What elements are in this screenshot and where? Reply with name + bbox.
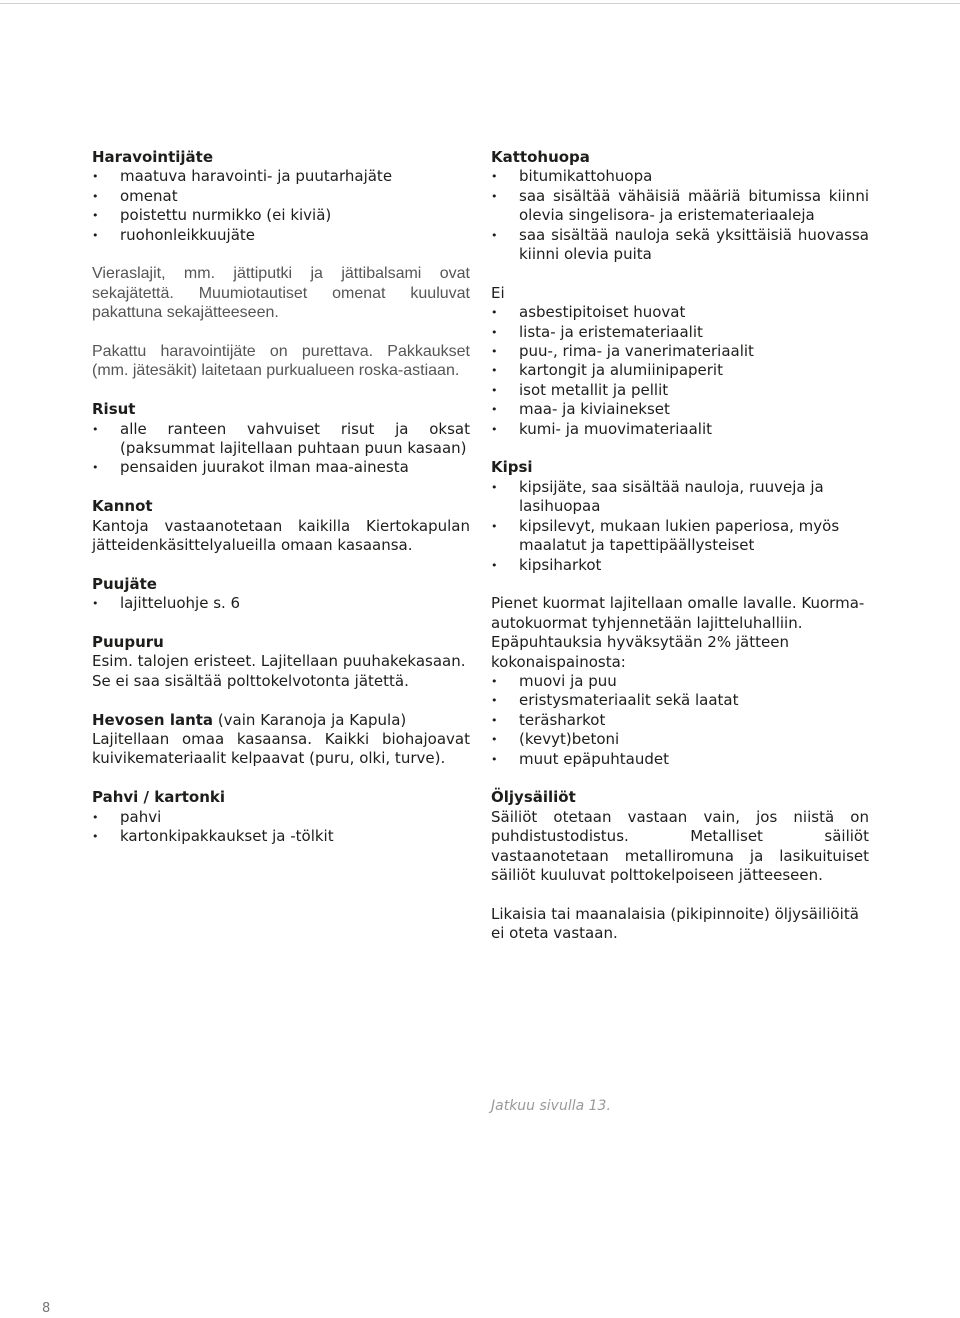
paragraph-pakattu: Pakattu haravointijäte on purettava. Pakkaukset (mm. jätesäkit) laitetaan purkualueen roska-astiaan. xyxy=(92,343,470,380)
list-puujate xyxy=(92,594,470,613)
list-item: • maa- ja kiviainekset xyxy=(491,400,869,419)
heading-puujate: Puujäte xyxy=(92,574,157,593)
paragraph-vieraslajit: Vieraslajit, mm. jättiputki ja jättibalsami ovat sekajätettä. Muumiotautiset omenat kuuluvat pakattuna sekajätteeseen. xyxy=(92,265,470,322)
paragraph-pienet-kuormat: Pienet kuormat lajitellaan omalle lavalle. Kuorma-autokuormat tyhjennetään lajitteluhalliin. Epäpuhtauksia hyväksytään 2% jätteen kokonaispainosta: xyxy=(491,594,865,671)
section-oljysailiot xyxy=(491,788,869,943)
left-column xyxy=(92,148,470,847)
paragraph-kannot: Kantoja vastaanotetaan kaikilla Kiertokapulan jätteidenkäsittelyalueilla omaan kasaansa. xyxy=(92,516,470,555)
heading-puupuru: Puupuru xyxy=(92,633,164,652)
heading-haravointijate: Haravointijäte xyxy=(92,148,214,166)
paragraph-likaiset-sailiot: Likaisia tai maanalaisia (pikipinnoite) öljysäiliöitä ei oteta vastaan. xyxy=(491,904,859,943)
puupuru-line-1: Esim. talojen eristeet. Lajitellaan puuhakekasaan. xyxy=(92,652,466,671)
list-haravointijate xyxy=(92,167,470,245)
section-pienet-kuormat xyxy=(491,594,869,769)
list-item: • bitumikattohuopa xyxy=(491,167,869,186)
section-puujate xyxy=(92,575,470,614)
heading-oljysailiot: Öljysäiliöt xyxy=(491,788,576,807)
list-item: • lajitteluohje s. 6 xyxy=(92,594,470,613)
section-pahvi xyxy=(92,788,470,846)
heading-kipsi: Kipsi xyxy=(491,458,533,477)
section-haravointijate xyxy=(92,148,470,245)
list-item: • kumi- ja muovimateriaalit xyxy=(491,420,869,439)
paragraph-oljysailiot: Säiliöt otetaan vastaan vain, jos niistä on puhdistustodistus. Metalliset säiliöt vastaanotetaan metalliromuna ja lasikuituiset säiliöt kuuluvat polttokelpoiseen jätteeseen. xyxy=(491,807,869,884)
heading-risut: Risut xyxy=(92,400,136,419)
section-ei xyxy=(491,284,869,439)
heading-kattohuopa: Kattohuopa xyxy=(491,148,590,166)
heading-hevosen-lanta: Hevosen lanta xyxy=(92,710,214,729)
list-item: • pahvi xyxy=(92,808,470,827)
list-item: • poistettu nurmikko (ei kiviä) xyxy=(92,206,470,225)
list-item: • pensaiden juurakot ilman maa-ainesta xyxy=(92,458,470,477)
list-item: • alle ranteen vahvuiset risut ja oksat (paksummat lajitellaan puhtaan puun kasaan) xyxy=(92,420,470,459)
label-ei: Ei xyxy=(491,283,505,302)
top-rule xyxy=(0,3,960,4)
list-item: • muovi ja puu xyxy=(491,672,869,691)
list-pahvi xyxy=(92,808,470,847)
section-puupuru xyxy=(92,633,470,691)
paragraph-hevosen-lanta: Lajitellaan omaa kasaansa. Kaikki biohajoavat kuivikemateriaalit kelpaavat (puru, olki, turve). xyxy=(92,730,470,768)
list-kattohuopa xyxy=(491,167,869,264)
list-ei xyxy=(491,303,869,439)
list-item: • eristysmateriaalit sekä laatat xyxy=(491,691,869,710)
list-item: • puu-, rima- ja vanerimateriaalit xyxy=(491,342,869,361)
section-risut xyxy=(92,400,470,478)
list-risut xyxy=(92,420,470,478)
list-item: • (kevyt)betoni xyxy=(491,730,869,749)
list-item: • teräsharkot xyxy=(491,711,869,730)
list-epapuhtaudet xyxy=(491,672,869,769)
list-item: • maatuva haravointi- ja puutarhajäte xyxy=(92,167,470,186)
list-kipsi xyxy=(491,478,869,575)
list-item: • isot metallit ja pellit xyxy=(491,381,869,400)
list-item: • asbestipitoiset huovat xyxy=(491,303,869,322)
heading-pahvi: Pahvi / kartonki xyxy=(92,788,226,807)
puupuru-line-2: Se ei saa sisältää polttokelvotonta jätettä. xyxy=(92,671,409,690)
list-item: • kartongit ja alumiinipaperit xyxy=(491,361,869,380)
list-item: • ruohonleikkuujäte xyxy=(92,226,470,245)
list-item: • muut epäpuhtaudet xyxy=(491,750,869,769)
list-item: • lista- ja eristemateriaalit xyxy=(491,323,869,342)
section-kattohuopa xyxy=(491,148,869,264)
list-item: • kipsilevyt, mukaan lukien paperiosa, myös maalatut ja tapettipäällysteiset xyxy=(491,517,869,556)
list-item: • kartonkipakkaukset ja -tölkit xyxy=(92,827,470,846)
list-item: • kipsiharkot xyxy=(491,556,869,575)
page-number: 8 xyxy=(42,1301,51,1316)
hevosen-lanta-note: (vain Karanoja ja Kapula) xyxy=(213,710,407,729)
list-item: • saa sisältää vähäisiä määriä bitumissa kiinni olevia singelisora- ja eristemateriaaleja xyxy=(491,187,869,226)
continued-note: Jatkuu sivulla 13. xyxy=(491,1098,611,1114)
section-kannot xyxy=(92,497,470,555)
list-item: • saa sisältää nauloja sekä yksittäisiä huovassa kiinni olevia puita xyxy=(491,226,869,265)
heading-kannot: Kannot xyxy=(92,497,153,516)
section-kipsi xyxy=(491,458,869,574)
list-item: • kipsijäte, saa sisältää nauloja, ruuveja ja lasihuopaa xyxy=(491,478,869,517)
list-item: • omenat xyxy=(92,187,470,206)
right-column xyxy=(491,148,869,944)
section-hevosen-lanta xyxy=(92,711,470,769)
